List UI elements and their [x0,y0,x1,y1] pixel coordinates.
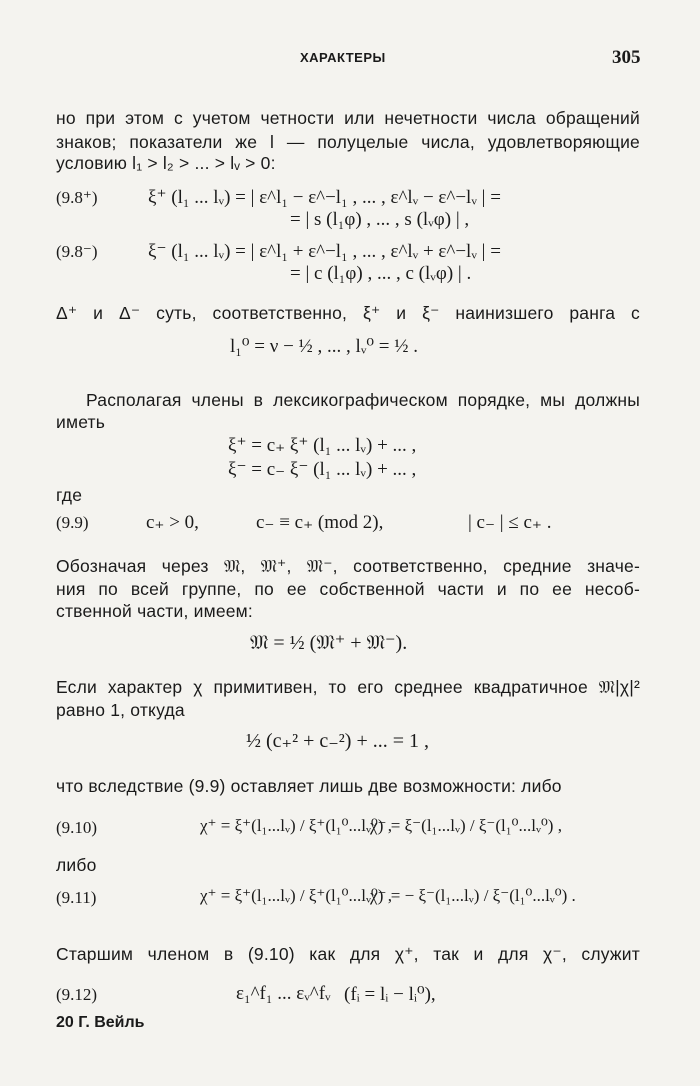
formula-quadratic-mean: ½ (c₊² + c₋²) + ... = 1 , [246,730,430,752]
equation-label-9-8-minus: (9.8⁻) [56,242,98,261]
equation-9-8-minus-line2: = | c (l₁φ) , ... , c (lᵥφ) | . [290,263,472,284]
equation-9-11-chi-plus: χ⁺ = ξ⁺(l₁...lᵥ) / ξ⁺(l₁⁰...lᵥ⁰) , [200,886,392,905]
equation-9-9-part3: | c₋ | ≤ c₊ . [468,512,552,533]
equation-9-9-part2: c₋ ≡ c₊ (mod 2), [256,512,384,533]
para5-line3: что вследствие (9.9) оставляет лишь две возможности: либо [56,776,562,796]
equation-label-9-11: (9.11) [56,888,97,907]
page-number: 305 [612,47,641,68]
para3-line2: иметь [56,412,106,432]
formula-xi-minus-expansion: ξ⁻ = c₋ ξ⁻ (l₁ ... lᵥ) + ... , [228,459,417,480]
equation-9-8-minus-line1: ξ⁻ (l₁ ... lᵥ) = | ε^l₁ + ε^−l₁ , ... , ε^lᵥ + ε^−lᵥ | = [148,241,501,262]
equation-9-11-chi-minus: χ⁻ = − ξ⁻(l₁...lᵥ) / ξ⁻(l₁⁰...lᵥ⁰) . [370,886,576,905]
para1-line1: но при этом с учетом четности или нечетности числа обращений [56,108,640,128]
para1-line2: знаков; показатели же l — полуцелые числа, удовлетворяющие [56,132,640,152]
para2-line1: Δ⁺ и Δ⁻ суть, соответственно, ξ⁺ и ξ⁻ наинизшего ранга с [56,303,640,323]
para4-line2: ния по всей группе, по ее собственной части и по ее несоб- [56,579,640,599]
equation-9-10-chi-plus: χ⁺ = ξ⁺(l₁...lᵥ) / ξ⁺(l₁⁰...lᵥ⁰) , [200,816,392,835]
either-word: либо [56,855,97,875]
para5-line2: равно 1, откуда [56,700,185,720]
equation-label-9-9: (9.9) [56,513,89,532]
equation-9-12-condition: (fᵢ = lᵢ − lᵢ⁰), [344,984,436,1005]
formula-mean-value: 𝔐 = ½ (𝔐⁺ + 𝔐⁻). [250,632,408,654]
equation-9-8-plus-line1: ξ⁺ (l₁ ... lᵥ) = | ε^l₁ − ε^−l₁ , ... , ε^lᵥ − ε^−lᵥ | = [148,187,501,208]
para1-line3: условию l₁ > l₂ > ... > lᵥ > 0: [56,153,276,173]
para3-line1: Располагая члены в лексикографическом порядке, мы должны [86,390,640,410]
footer-signature: 20 Г. Вейль [56,1014,145,1031]
running-title: ХАРАКТЕРЫ [300,50,386,65]
formula-lowest-rank: l₁⁰ = ν − ½ , ... , lᵥ⁰ = ½ . [230,336,418,357]
para4-line3: ственной части, имеем: [56,601,253,621]
para6-line1: Старшим членом в (9.10) как для χ⁺, так и для χ⁻, служит [56,944,640,964]
para5-line1: Если характер χ примитивен, то его среднее квадратичное 𝔐|χ|² [56,677,640,697]
equation-9-9-part1: c₊ > 0, [146,512,199,533]
equation-label-9-8-plus: (9.8⁺) [56,188,98,207]
para4-line1: Обозначая через 𝔐, 𝔐⁺, 𝔐⁻, соответственно, средние значе- [56,556,640,576]
equation-label-9-12: (9.12) [56,985,98,1004]
equation-9-12-formula: ε₁^f₁ ... εᵥ^fᵥ [236,983,331,1004]
para3-where: где [56,485,83,505]
equation-9-8-plus-line2: = | s (l₁φ) , ... , s (lᵥφ) | , [290,209,470,230]
formula-xi-plus-expansion: ξ⁺ = c₊ ξ⁺ (l₁ ... lᵥ) + ... , [228,435,417,456]
equation-label-9-10: (9.10) [56,818,98,837]
equation-9-10-chi-minus: χ⁻ = ξ⁻(l₁...lᵥ) / ξ⁻(l₁⁰...lᵥ⁰) , [370,816,562,835]
